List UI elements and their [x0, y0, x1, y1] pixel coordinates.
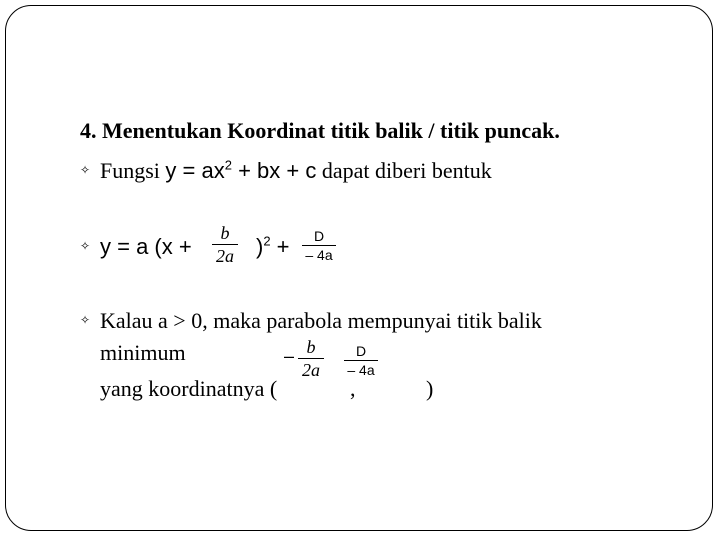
fraction-bar	[212, 244, 238, 245]
minus-sign: –	[284, 346, 295, 366]
fraction-denominator: 2a	[216, 246, 234, 266]
fraction-b-over-2a	[212, 224, 238, 265]
slide-frame	[5, 5, 713, 531]
coordinate-close-paren: )	[426, 376, 434, 401]
fraction-numerator: b	[220, 223, 230, 243]
bullet-minimum	[80, 308, 542, 334]
bullet-fungsi	[80, 158, 492, 184]
vertex-form-part-a: y = a (x +	[100, 234, 192, 259]
formula-text-b: + bx + c	[231, 158, 317, 183]
vertex-form-part-b	[256, 234, 290, 260]
bullet-icon: ✧	[80, 239, 91, 254]
fraction-numerator: D	[313, 228, 325, 244]
coordinate-comma: ,	[350, 376, 356, 401]
formula-exponent: 2	[224, 157, 232, 173]
fraction-denominator: – 4a	[305, 247, 333, 263]
bullet-suffix: dapat diberi bentuk	[316, 158, 492, 183]
minimum-line-3: yang koordinatnya (	[100, 376, 278, 401]
fraction-denominator: – 4a	[347, 362, 375, 378]
fraction-bar	[302, 245, 336, 246]
vertex-y-fraction	[344, 344, 378, 377]
section-heading: 4. Menentukan Koordinat titik balik / titik puncak.	[80, 118, 560, 143]
formula-text-a: y = ax	[165, 158, 225, 183]
square-exponent: 2	[263, 233, 271, 249]
close-paren: )	[256, 234, 264, 259]
bullet-icon: ✧	[80, 163, 91, 178]
minimum-line-1: Kalau a > 0, maka parabola mempunyai titik balik	[100, 308, 542, 333]
fraction-numerator: D	[355, 343, 367, 359]
plus-sign: +	[270, 234, 290, 259]
vertex-x-fraction	[298, 338, 324, 379]
bullet-vertex-form	[80, 234, 192, 260]
fraction-bar	[298, 358, 324, 359]
minimum-line-2: minimum	[100, 340, 186, 365]
fraction-denominator: 2a	[302, 360, 320, 380]
fraction-numerator: b	[306, 337, 316, 357]
bullet-icon: ✧	[80, 313, 91, 328]
bullet-prefix: Fungsi	[100, 158, 166, 183]
fraction-bar	[344, 360, 378, 361]
fraction-d-over-minus-4a	[302, 229, 336, 262]
